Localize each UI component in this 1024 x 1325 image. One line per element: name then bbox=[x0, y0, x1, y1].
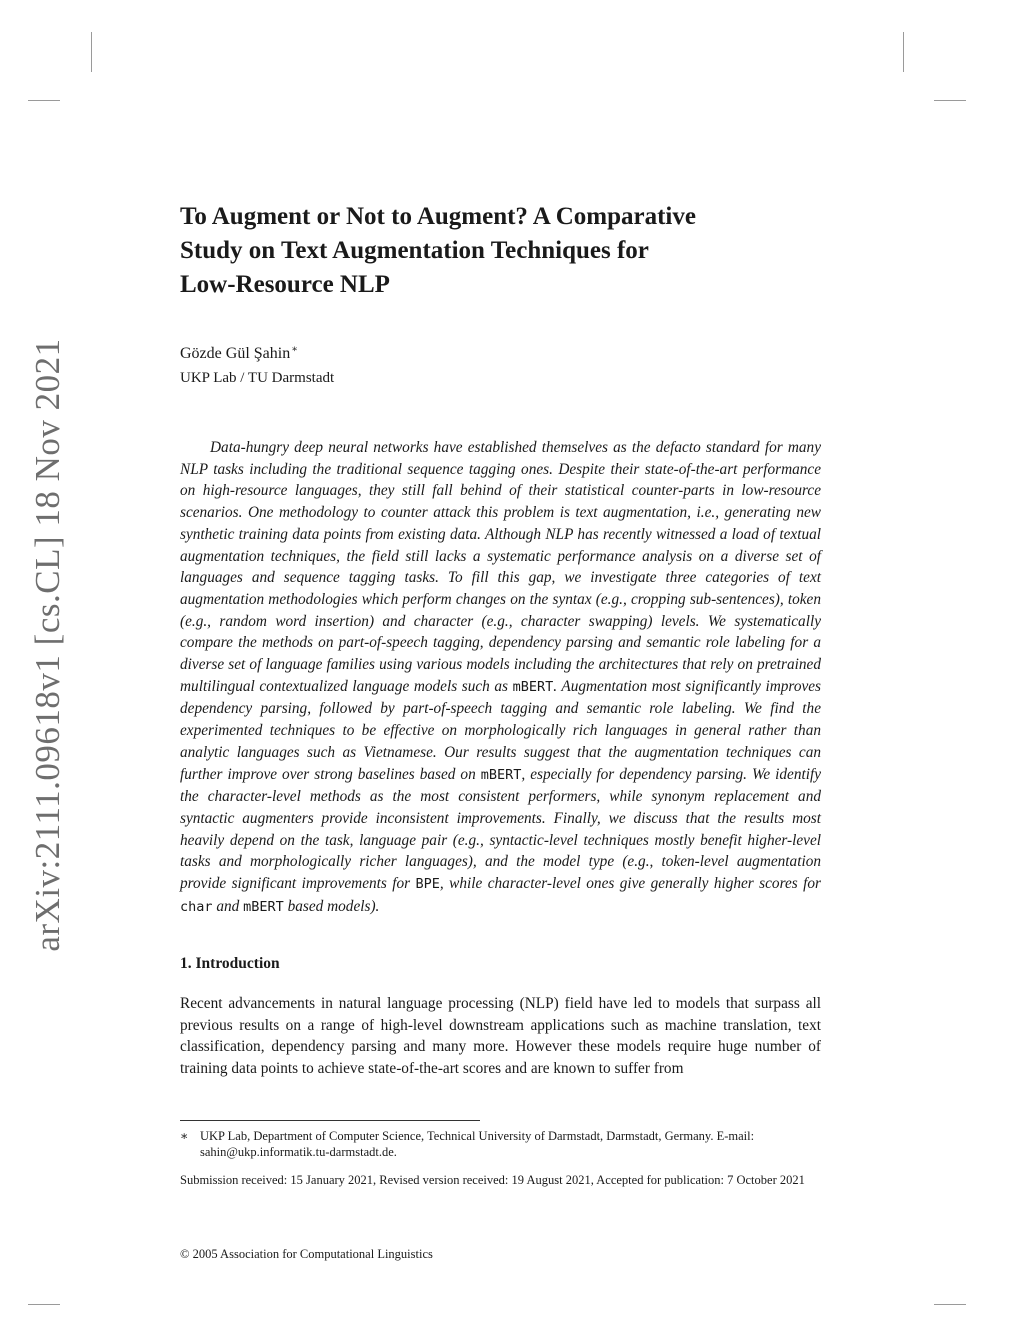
footnote-text: UKP Lab, Department of Computer Science, Technical University of Darmstadt, Darmstadt, Germany. E-mail: bbox=[200, 1129, 755, 1143]
intro-paragraph: Recent advancements in natural language processing (NLP) field have led to models that surpass all previous results on a range of high-level downstream applications such as machine translation, text classification, dependency parsing and many more. However these models require huge number of training data points to achieve state-of-the-art scores and are known to suffer from bbox=[180, 995, 821, 1078]
footnote-divider bbox=[180, 1120, 480, 1121]
footnote bbox=[180, 1128, 821, 1160]
title-line: Study on Text Augmentation Techniques for bbox=[180, 237, 649, 264]
submission-info: Submission received: 15 January 2021, Revised version received: 19 August 2021, Accepted for publication: 7 October 2021 bbox=[180, 1173, 805, 1187]
code-term: mBERT bbox=[243, 898, 284, 915]
crop-mark-bottom-right-h bbox=[934, 1304, 966, 1305]
abstract-text: based models). bbox=[287, 897, 380, 915]
abstract-text: , while character-level ones give generally higher scores for bbox=[439, 875, 821, 893]
arxiv-identifier: arXiv:2111.09618v1 [cs.CL] 18 Nov 2021 bbox=[28, 338, 67, 952]
abstract-text: , especially for dependency parsing. We identify the character-level methods as the most consistent performers, while synonym replacement and syntactic augmenters provide inconsistent improvements. Finally, we discuss that the results most heavily depend on the task, language pair (e.g., syntactic-level techniques mostly benefit higher-level tasks and morphologically richer languages), and the model type (e.g., token-level augmentation provide significant improvements for bbox=[180, 765, 822, 893]
author-name: Gözde Gül Şahin bbox=[180, 345, 291, 362]
paper-title bbox=[180, 200, 800, 302]
author bbox=[180, 344, 298, 363]
title-line: Low-Resource NLP bbox=[180, 271, 390, 298]
section-heading: 1. Introduction bbox=[180, 955, 280, 972]
code-term: BPE bbox=[415, 876, 440, 893]
footnote-mark: ∗ bbox=[180, 1129, 189, 1143]
copyright-notice: © 2005 Association for Computational Linguistics bbox=[180, 1247, 433, 1261]
abstract-text: . Augmentation most significantly improves dependency parsing, followed by part-of-speech tagging and semantic role labeling. We find the experimented techniques to be effective on morphologically rich languages in general rather than analytic languages such as Vietnamese. Our results suggest that the augmentation techniques can further improve over strong baselines based on bbox=[180, 677, 821, 783]
title-line: To Augment or Not to Augment? A Comparative bbox=[180, 203, 696, 230]
crop-mark-top-left-h bbox=[28, 100, 60, 101]
footnote-email: sahin@ukp.informatik.tu-darmstadt.de. bbox=[200, 1145, 397, 1159]
abstract bbox=[180, 437, 821, 918]
author-affiliation: UKP Lab / TU Darmstadt bbox=[180, 370, 335, 386]
author-footnote-mark: ∗ bbox=[291, 344, 298, 355]
code-term: mBERT bbox=[480, 766, 522, 783]
code-term: mBERT bbox=[512, 678, 554, 695]
crop-mark-bottom-left-h bbox=[28, 1304, 60, 1305]
crop-mark-top-right-h bbox=[934, 100, 966, 101]
abstract-text: Data-hungry deep neural networks have established themselves as the defacto standard for many NLP tasks including the traditional sequence tagging ones. Despite their state-of-the-art performance on high-resource languages, they still fall behind of their statistical counter-parts in low-resource scenarios. One methodology to counter attack this problem is text augmentation, i.e., generating new synthetic training data points from existing data. Although NLP has recently witnessed a load of textual augmentation techniques, the field still lacks a systematic performance analysis on a diverse set of languages and sequence tagging tasks. To fill this gap, we investigate three categories of text augmentation methodologies which perform changes on the syntax (e.g., cropping sub-sentences), token (e.g., random word insertion) and character (e.g., character swapping) levels. We systematically compare the methods on part-of-speech tagging, dependency parsing and semantic role labeling for a diverse set of language families using various models including the architectures that rely on pretrained multilingual contextualized language models such as bbox=[180, 439, 821, 695]
crop-mark-top-left bbox=[91, 32, 92, 72]
crop-mark-top-right bbox=[903, 32, 904, 72]
abstract-text: and bbox=[216, 897, 240, 915]
code-term: char bbox=[180, 898, 213, 915]
